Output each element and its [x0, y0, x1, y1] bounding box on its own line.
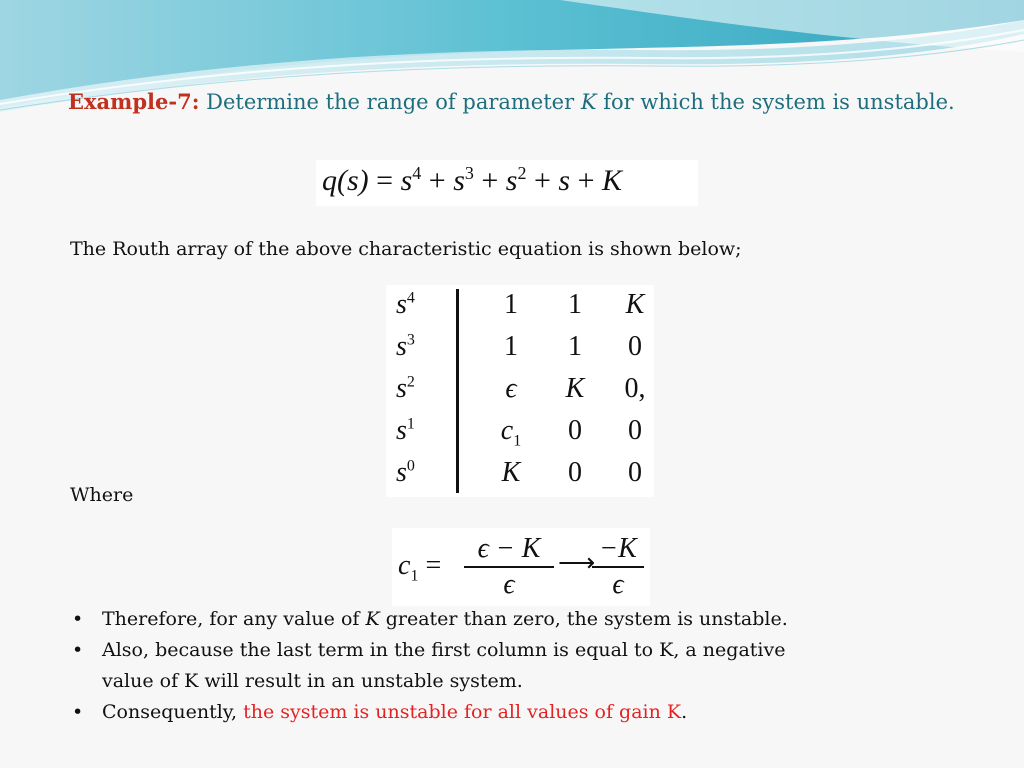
routh-cell: 0: [568, 457, 582, 488]
routh-power: 4: [406, 289, 415, 307]
routh-subscript: 1: [513, 432, 522, 450]
title-variable: K: [580, 90, 597, 114]
eq-plus: +: [481, 164, 499, 197]
intro-text: The Routh array of the above characteristic equation is shown below;: [70, 238, 742, 260]
fraction-1-numerator: ϵ − K: [477, 533, 541, 564]
bullet-text: Consequently,: [102, 701, 238, 723]
list-item: [70, 697, 970, 728]
where-label: Where: [70, 484, 134, 506]
routh-var: s: [396, 415, 407, 446]
list-item: [70, 604, 970, 635]
eq-power: 2: [517, 163, 527, 183]
arrow-icon: ⟶: [558, 548, 596, 577]
highlighted-conclusion: the system is unstable for all values of gain K: [243, 701, 682, 723]
fraction-2-denominator: ϵ: [592, 566, 644, 602]
eq-plus: +: [577, 164, 595, 197]
eq-term: s: [453, 164, 465, 197]
routh-var: s: [396, 457, 407, 488]
routh-cell: 1: [504, 331, 518, 362]
eq-term: s: [558, 164, 571, 197]
bullet-text: .: [681, 701, 688, 723]
title-text-before: Determine the range of parameter: [206, 90, 575, 114]
eq-term: K: [602, 164, 623, 197]
routh-row: [386, 457, 654, 495]
fraction-1: [464, 532, 554, 602]
routh-cell: K: [625, 289, 645, 320]
eq-power: 4: [412, 163, 422, 183]
routh-cell: c: [500, 415, 514, 446]
routh-array: [386, 285, 654, 497]
fraction-1-denominator: ϵ: [464, 566, 554, 602]
routh-cell: 1: [504, 289, 518, 320]
routh-power: 0: [406, 457, 415, 475]
routh-row: [386, 289, 654, 327]
list-item: [70, 635, 970, 697]
routh-var: s: [396, 331, 407, 362]
eq-term: s: [400, 164, 413, 197]
routh-cell: 1: [568, 289, 582, 320]
slide-title: [68, 89, 955, 114]
title-text-after: for which the system is unstable.: [603, 90, 955, 114]
eq-plus: +: [428, 164, 446, 197]
routh-cell: 0,: [624, 373, 646, 404]
eq-equals: =: [376, 164, 394, 197]
eq-power: 3: [464, 163, 474, 183]
routh-cell: K: [565, 373, 585, 404]
routh-row: [386, 415, 654, 453]
c1-subscript: 1: [410, 567, 419, 585]
routh-power: 2: [406, 373, 415, 391]
routh-cell: 0: [628, 331, 642, 362]
routh-cell: K: [501, 457, 521, 488]
eq-plus: +: [533, 164, 551, 197]
bullet-text: value of K will result in an unstable system.: [102, 670, 523, 692]
c1-equals: =: [425, 550, 442, 581]
routh-cell: 0: [628, 415, 642, 446]
bullet-variable: K: [365, 608, 380, 630]
routh-var: s: [396, 373, 407, 404]
routh-cell: ϵ: [505, 373, 517, 404]
bullet-text: Therefore, for any value of: [102, 608, 360, 630]
routh-row: [386, 331, 654, 369]
c1-lhs: c: [398, 550, 411, 581]
characteristic-equation: [316, 160, 698, 206]
routh-power: 3: [406, 331, 415, 349]
fraction-2-numerator: −K: [599, 533, 637, 564]
routh-cell: 0: [628, 457, 642, 488]
bullet-text: greater than zero, the system is unstable.: [385, 608, 788, 630]
routh-cell: 1: [568, 331, 582, 362]
bullet-icon: •: [72, 701, 84, 723]
bullet-icon: •: [72, 608, 84, 630]
bullet-text: Also, because the last term in the first column is equal to K, a negative: [102, 639, 786, 661]
conclusion-list: [70, 604, 970, 728]
routh-power: 1: [406, 415, 415, 433]
c1-formula: [392, 528, 650, 606]
eq-lhs: q(s): [322, 164, 369, 197]
routh-var: s: [396, 289, 407, 320]
bullet-icon: •: [72, 639, 84, 661]
routh-cell: 0: [568, 415, 582, 446]
example-label: Example-7:: [68, 89, 200, 114]
eq-term: s: [505, 164, 518, 197]
fraction-2: [592, 532, 644, 602]
routh-row: [386, 373, 654, 411]
